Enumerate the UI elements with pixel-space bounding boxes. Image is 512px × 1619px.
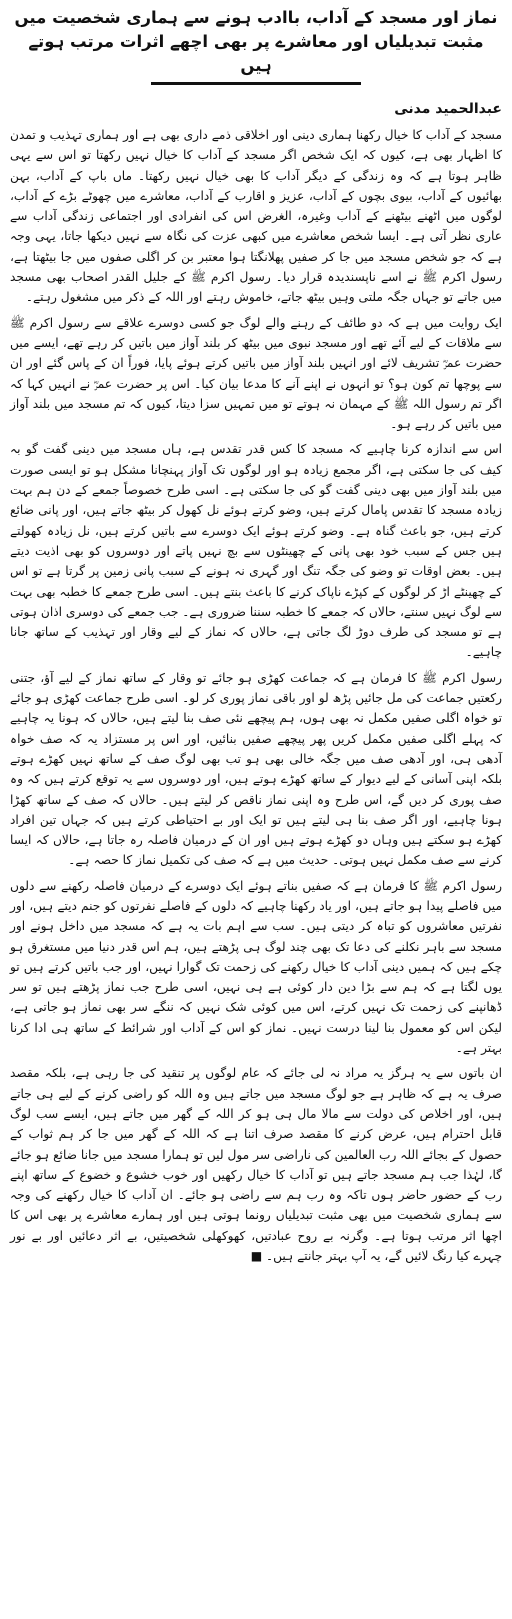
article-paragraph: رسول اکرم ﷺ کا فرمان ہے کہ جماعت کھڑی ہو جائے تو وقار کے ساتھ نماز کے لیے آؤ، جتنی رکعتیں جماعت کی مل جائیں پڑھ لو اور باقی نماز پوری کر لو۔ اسی طرح جماعت کھڑی ہو جائے تو خواہ اگلی صفیں مکمل نہ بھی ہوں، ہم پیچھے نئی صف بنا لیتے ہیں، حالاں کہ ہونا یہ چاہیے کہ پہلے اگلی صفیں مکمل کریں پھر پیچھے صفیں بنائیں، اور اس پر مستزاد یہ کہ صف خواہ آدھی ہی، اور آدھی صف میں جگہ خالی بھی ہو تب بھی لوگ صف کے ساتھ نہیں کھڑے ہوتے بلکہ اپنی آسانی کے لیے دیوار کے ساتھ کھڑے ہوتے ہیں، اور دوسروں سے یہ توقع کرتے ہیں کہ وہ صف پوری کر دیں گے، اس طرح وہ اپنی نماز ناقص کر لیتے ہیں۔ حالاں کہ صف کے ساتھ کھڑا ہونا چاہیے، اور اگر صف بنا ہی لیتے ہیں تو ایک اور بے احتیاطی کرتے ہیں کہ جہاں تین افراد کھڑے ہو سکتے ہیں وہاں دو کھڑے ہوتے ہیں اور ان کے درمیان فاصلہ رہ جاتا ہے، حالاں کہ ایسا کرنے سے صف مکمل نہیں ہوتی۔ حدیث میں ہے کہ صف کی تکمیل نماز کا حصہ ہے۔ (10, 670, 502, 868)
article-paragraph: اس سے اندازہ کرنا چاہیے کہ مسجد کا کس قدر تقدس ہے، ہاں مسجد میں دینی گفت گو بہ کیف کی جا سکتی ہے، اگر مجمع زیادہ ہو اور لوگوں تک آواز پہنچانا مشکل ہو تو ایسی صورت میں بلند آواز میں بھی دینی گفت گو کی جا سکتی ہے۔ اسی طرح خصوصاً جمعے کے دن ہم بہت زیادہ مسجد کا تقدس پامال کرتے ہیں، وضو کرتے ہوئے نل کھول کر بیٹھ جاتے ہیں، اور پانی ضائع کرتے ہیں، جو باعث گناہ ہے۔ وضو کرتے ہوئے ایک دوسرے سے باتیں کرتے ہیں، نل زیادہ کھولتے ہیں جس کے سبب خود بھی پانی کے چھینٹوں سے بچ نہیں پاتے اور دوسروں کو بھی اذیت دیتے ہیں۔ بعض اوقات تو وضو کی جگہ تنگ اور گہری نہ ہونے کے سبب پانی زمین پر گرتا ہے تو اس کے چھینٹے اڑ کر لوگوں کے کپڑے ناپاک کرنے کا باعث بنتے ہیں۔ اسی طرح جمعے کا خطبہ بھی بہت سے لوگ نہیں سنتے، حالاں کہ جمعے کا خطبہ سننا ضروری ہے۔ جب جمعے کی دوسری اذان ہوتی ہے تو مسجد کی طرف دوڑ لگ جاتی ہے، حالاں کہ نماز کے لیے وقار اور تہذیب کے ساتھ جانا چاہیے۔ (10, 442, 502, 660)
headline-underline (151, 82, 361, 85)
article-headline: نماز اور مسجد کے آداب، باادب ہونے سے ہماری شخصیت میں مثبت تبدیلیاں اور معاشرے پر بھی اچھے اثرات مرتب ہوتے ہیں (14, 8, 498, 75)
article-paragraph: ایک روایت میں ہے کہ دو طائف کے رہنے والے لوگ جو کسی دوسرے علاقے سے رسول اکرم ﷺ سے ملاقات کے لیے آئے تھے اور مسجد نبوی میں بیٹھ کر بلند آواز میں باتیں کر رہے تھے، ایسے میں حضرت عمرؓ تشریف لائے اور انہیں بلند آواز میں باتیں کرتے ہوئے پایا، فوراً ان کے پاس گئے اور ان سے پوچھا تم کون ہو؟ تو انہوں نے اپنے آنے کا مدعا بیان کیا۔ اس پر حضرت عمرؓ نے انہیں کہا کہ اگر تم رسول اللہ ﷺ کے مہمان نہ ہوتے تو میں تمہیں سزا دیتا، کیوں کہ تم مسجد میں بلند آواز میں باتیں کر رہے ہو۔ (10, 315, 502, 432)
article-paragraph: مسجد کے آداب کا خیال رکھنا ہماری دینی اور اخلاقی ذمے داری بھی ہے اور ہماری تہذیب و تمدن کا اظہار بھی ہے، کیوں کہ ایک شخص اگر مسجد کے آداب کا خیال نہیں رکھتا تو اس سے یہی ظاہر ہوتا ہے کہ وہ زندگی کے دیگر آداب کا بھی خیال نہیں رکھتا۔ ماں باپ کے آداب، بہن بھائیوں کے آداب، بیوی بچوں کے آداب، عزیز و اقارب کے آداب، معاشرے میں چھوٹے بڑے کے آداب، لوگوں میں اٹھنے بیٹھنے کے آداب وغیرہ، الغرض اس کی انفرادی اور اجتماعی زندگی آداب سے عاری نظر آتی ہے۔ ایسا شخص معاشرے میں کبھی عزت کی نگاہ سے نہیں دیکھا جاتا، یہی وجہ ہے کہ جو شخص مسجد میں جا کر صفیں پھلانگتا ہوا معتبر بن کر اگلی صفوں میں جا بیٹھتا ہے، رسول اکرم ﷺ نے اسے ناپسندیدہ قرار دیا۔ رسول اکرم ﷺ کے جلیل القدر اصحاب بھی مسجد میں جاتے تو جہاں جگہ ملتی وہیں بیٹھ جاتے، خاموش رہتے اور اللہ کے ذکر میں مشغول رہتے۔ (10, 128, 502, 305)
article-paragraph: رسول اکرم ﷺ کا فرمان ہے کہ صفیں بناتے ہوئے ایک دوسرے کے درمیان فاصلہ رکھنے سے دلوں میں فاصلے پیدا ہو جاتے ہیں، اور یاد رکھنا چاہیے کہ دلوں کے فاصلے نفرتوں کو جنم دیتے ہیں، اور نفرتیں معاشروں کو تباہ کر دیتی ہیں۔ سب سے اہم بات یہ ہے کہ مسجد میں داخل ہونے اور مسجد سے باہر نکلنے کی دعا تک بھی چند لوگ ہی پڑھتے ہیں، ہم اس قدر دنیا میں مستغرق ہو چکے ہیں کہ ہمیں دینی آداب کا خیال رکھنے کی زحمت تک گوارا نہیں، اور جب باتیں کرتے ہیں تو یوں لگتا ہے کہ ہم سے بڑا دین دار کوئی ہے ہی نہیں، اسی طرح جب نماز پڑھتے ہیں تو سر ڈھانپنے کی زحمت تک نہیں کرتے، اس میں کوئی شک نہیں کہ ننگے سر بھی نماز ہو جاتی ہے، لیکن اس کو معمول بنا لینا درست نہیں۔ نماز کو اس کے آداب اور شرائط کے ساتھ ہی ادا کرنا بہتر ہے۔ (10, 878, 502, 1056)
article-body (10, 125, 502, 1266)
article-paragraph: ان باتوں سے یہ ہرگز یہ مراد نہ لی جائے کہ عام لوگوں پر تنقید کی جا رہی ہے، بلکہ مقصد صرف یہ ہے کہ ظاہر ہے جو لوگ مسجد میں جاتے ہیں وہ اللہ کو راضی کرنے کے لیے ہی جاتے ہیں، اور اخلاص کی دولت سے مالا مال ہی ہو کر اللہ کے گھر میں جاتے ہیں، ایسے سب لوگ قابل احترام ہیں، عرض کرنے کا مقصد صرف اتنا ہے کہ اللہ کے گھر میں جا کر ہم ثواب کے حصول کے بجائے اللہ رب العالمین کی ناراضی سر مول لیں تو ہمارا مسجد میں جانا ضائع ہو جائے گا، لہٰذا جب ہم مسجد جاتے ہیں تو آداب کا خیال رکھیں اور خوب خشوع و خضوع کے ساتھ اپنے رب کے حضور حاضر ہوں تاکہ وہ رب ہم سے راضی ہو جائے۔ ان آداب کا خیال رکھنے کی وجہ سے ہماری شخصیت میں بھی مثبت تبدیلیاں رونما ہوتی ہیں اور ہمارے معاشرے پر بھی اس کا اچھا اثر مرتب ہوتا ہے۔ وگرنہ بے روح عبادتیں، کھوکھلی شخصیتیں، بے اثر دعائیں اور بے نور چہرے کیا رنگ لائیں گے، یہ آپ بہتر جانتے ہیں۔ ■ (10, 1066, 502, 1264)
author-byline: عبدالحمید مدنی (394, 101, 502, 117)
